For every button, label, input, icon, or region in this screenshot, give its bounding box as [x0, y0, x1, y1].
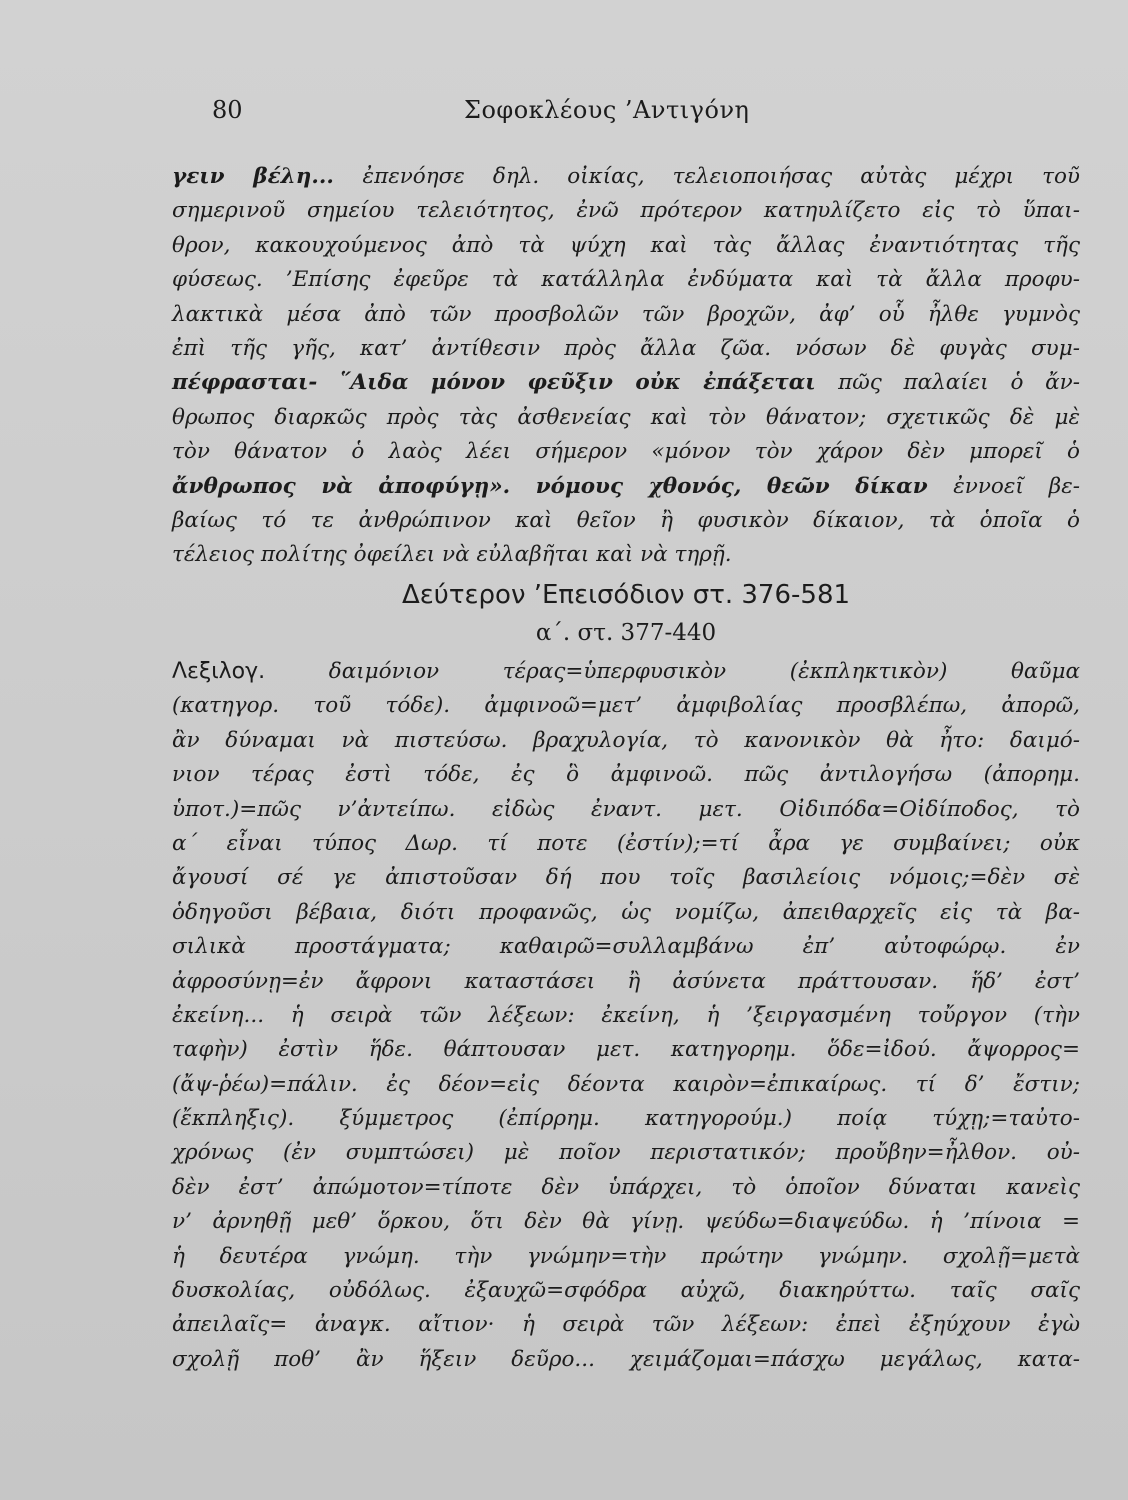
text-line: σημερινοῦ σημείου τελειότητος, ἐνῶ πρότερον κατηυλίζετο εἰς τὸ ὕπαι-: [172, 198, 1080, 224]
lexicon-label: Λεξιλογ.: [172, 659, 266, 684]
text-line: ἄνθρωπος νὰ ἀποφύγῃ». νόμους χθονός, θεῶν δίκαν ἐννοεῖ βε-: [172, 473, 1080, 499]
text-line: ν’ ἀρνηθῇ μεθ’ ὅρκου, ὅτι δὲν θὰ γίνῃ. ψεύδω=διαψεύδω. ἡ ’πίνοια =: [172, 1209, 1080, 1235]
text-line: θρωπος διαρκῶς πρὸς τὰς ἀσθενείας καὶ τὸν θάνατον; σχετικῶς δὲ μὲ: [172, 404, 1080, 430]
section-subheading: α΄. στ. 377-440: [535, 620, 717, 646]
text-line: ἐπὶ τῆς γῆς, κατ’ ἀντίθεσιν πρὸς ἄλλα ζῶα. νόσων δὲ φυγὰς συμ-: [172, 335, 1080, 361]
text-line: φύσεως. ’Επίσης ἐφεῦρε τὰ κατάλληλα ἐνδύματα καὶ τὰ ἄλλα προφυ-: [172, 267, 1080, 293]
text-line: ἂν δύναμαι νὰ πιστεύσω. βραχυλογία, τὸ κανονικὸν θὰ ἦτο: δαιμό-: [172, 727, 1080, 753]
text-line: (ἄψ-ῥέω)=πάλιν. ἐς δέον=εἰς δέοντα καιρὸν=ἐπικαίρως. τί δ’ ἔστιν;: [172, 1071, 1080, 1097]
text-line: ἡ δευτέρα γνώμη. τὴν γνώμην=τὴν πρώτην γνώμην. σχολῇ=μετὰ: [172, 1243, 1080, 1269]
text-line: τὸν θάνατον ὁ λαὸς λέει σήμερον «μόνον τὸν χάρον δὲν μπορεῖ ὁ: [172, 439, 1080, 465]
text-line: τέλειος πολίτης ὀφείλει νὰ εὐλαβῆται καὶ νὰ τηρῇ.: [172, 542, 732, 568]
text-line: ἀπειλαῖς= ἀναγκ. αἴτιον· ἡ σειρὰ τῶν λέξεων: ἐπεὶ ἐξηύχουν ἐγὼ: [172, 1312, 1080, 1338]
running-title: Σοφοκλέους ’Αντιγόνη: [464, 96, 750, 124]
text-line: δυσκολίας, οὐδόλως. ἐξαυχῶ=σφόδρα αὐχῶ, διακηρύττω. ταῖς σαῖς: [172, 1278, 1080, 1304]
text-line: γειν βέλη... ἐπενόησε δηλ. οἰκίας, τελειοποιήσας αὐτὰς μέχρι τοῦ: [172, 164, 1080, 189]
text-line: σχολῇ ποθ’ ἂν ἥξειν δεῦρο... χειμάζομαι=πάσχω μεγάλως, κατα-: [172, 1346, 1080, 1372]
commentary-paragraph-1: [172, 160, 1080, 573]
text-line: (κατηγορ. τοῦ τόδε). ἀμφινοῶ=μετ’ ἀμφιβολίας προσβλέπω, ἀπορῶ,: [172, 693, 1080, 719]
text-line: ταφὴν) ἐστὶν ἥδε. θάπτουσαν μετ. κατηγορημ. ὅδε=ἰδού. ἄψορρος=: [172, 1037, 1080, 1063]
text-line: νιον τέρας ἐστὶ τόδε, ἐς ὃ ἀμφινοῶ. πῶς ἀντιλογήσω (ἀπορημ.: [172, 762, 1080, 788]
text-line: δὲν ἐστ’ ἀπώμοτον=τίποτε δὲν ὑπάρχει, τὸ ὁποῖον δύναται κανεὶς: [172, 1174, 1080, 1200]
text-line: (ἔκπληξις). ξύμμετρος (ἐπίρρημ. κατηγορούμ.) ποίᾳ τύχῃ;=ταὐτο-: [172, 1106, 1080, 1132]
text-line: βαίως τό τε ἀνθρώπινον καὶ θεῖον ἢ φυσικὸν δίκαιον, τὰ ὁποῖα ὁ: [172, 507, 1080, 533]
text-line: ἐκείνη... ἡ σειρὰ τῶν λέξεων: ἐκείνη, ἡ ’ξειργασμένη τοὔργον (τὴν: [172, 1002, 1080, 1028]
text-line: Λεξιλογ. δαιμόνιον τέρας=ὑπερφυσικὸν (ἐκπληκτικὸν) θαῦμα: [172, 659, 1080, 684]
running-head: [212, 96, 878, 132]
text-line: σιλικὰ προστάγματα; καθαιρῶ=συλλαμβάνω ἐπ’ αὐτοφώρῳ. ἐν: [172, 934, 1080, 960]
section-heading: Δεύτερον ’Επεισόδιον στ. 376-581: [401, 580, 851, 610]
text-line: θρον, κακουχούμενος ἀπὸ τὰ ψύχη καὶ τὰς ἄλλας ἐναντιότητας τῆς: [172, 232, 1080, 258]
text-line: ὑποτ.)=πῶς ν’ἀντείπω. εἰδὼς ἐναντ. μετ. Οἰδιπόδα=Οἰδίποδος, τὸ: [172, 796, 1080, 822]
lexicon-paragraph: [172, 655, 1080, 1377]
text-line: α΄ εἶναι τύπος Δωρ. τί ποτε (ἐστίν);=τί ἆρα γε συμβαίνει; οὐκ: [172, 830, 1080, 856]
text-line: ὁδηγοῦσι βέβαια, διότι προφανῶς, ὡς νομίζω, ἀπειθαρχεῖς εἰς τὰ βα-: [172, 899, 1080, 925]
text-line: χρόνως (ἐν συμπτώσει) μὲ ποῖον περιστατικόν; προὔβην=ἦλθον. οὐ-: [172, 1140, 1080, 1166]
page-number: 80: [212, 96, 243, 124]
text-line: λακτικὰ μέσα ἀπὸ τῶν προσβολῶν τῶν βροχῶν, ἀφ’ οὗ ἦλθε γυμνὸς: [172, 301, 1080, 327]
text-line: ἄγουσί σέ γε ἀπιστοῦσαν δή που τοῖς βασιλείοις νόμοις;=δὲν σὲ: [172, 865, 1080, 891]
text-line: πέφρασται- ῞Αιδα μόνον φεῦξιν οὐκ ἐπάξεται πῶς παλαίει ὁ ἄν-: [172, 370, 1080, 396]
text-line: ἀφροσύνῃ=ἐν ἄφρονι καταστάσει ἢ ἀσύνετα πράττουσαν. ἥδ’ ἐστ’: [172, 968, 1080, 994]
